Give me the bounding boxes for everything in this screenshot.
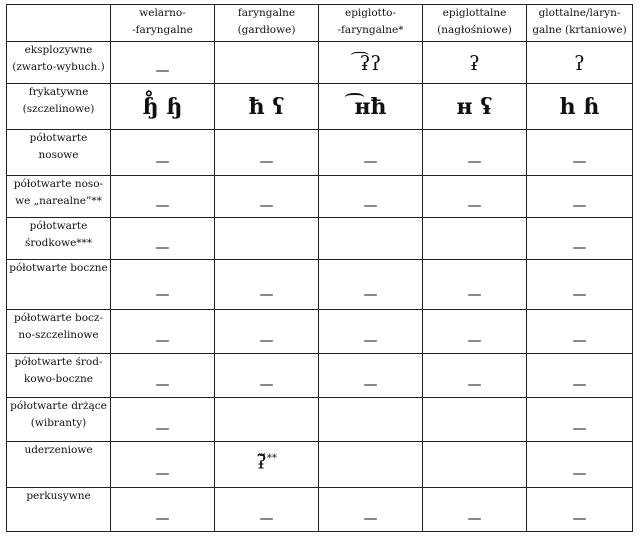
empty-dash: —: [572, 466, 587, 482]
empty-dash: —: [572, 511, 587, 527]
table-cell: [527, 176, 633, 218]
table-cell: [319, 84, 423, 130]
empty-dash: —: [363, 377, 378, 393]
empty-dash: —: [467, 198, 482, 214]
table-cell: [111, 42, 215, 84]
table-cell: [527, 310, 633, 354]
empty-dash: —: [259, 511, 274, 527]
table-cell: [215, 176, 319, 218]
table-cell: [319, 42, 423, 84]
empty-dash: —: [363, 333, 378, 349]
table-cell: [423, 398, 527, 442]
empty-dash: —: [572, 154, 587, 170]
empty-dash: —: [363, 154, 378, 170]
row-label: półotwarte noso- we „narealne”**: [7, 176, 111, 218]
empty-dash: —: [572, 377, 587, 393]
table-cell: [319, 260, 423, 310]
empty-dash: —: [363, 511, 378, 527]
ipa-symbol: ʡ: [469, 51, 480, 75]
table-cell: [423, 84, 527, 130]
table-cell: [215, 310, 319, 354]
table-cell: [319, 176, 423, 218]
row-label: półotwarte środ- kowo-boczne: [7, 354, 111, 398]
empty-dash: —: [259, 154, 274, 170]
table-cell: [215, 354, 319, 398]
table-cell: [215, 260, 319, 310]
table-row: [7, 42, 633, 84]
table-cell: [423, 176, 527, 218]
table-cell: [215, 84, 319, 130]
table-row: [7, 488, 633, 532]
table-cell: [527, 354, 633, 398]
row-label: uderzeniowe: [7, 442, 111, 488]
empty-dash: —: [259, 377, 274, 393]
table-row: [7, 260, 633, 310]
table-cell: [215, 398, 319, 442]
column-header: epiglotto- -faryngalne*: [319, 5, 423, 42]
empty-dash: —: [259, 287, 274, 303]
column-header: glottalne/laryn- galne (krtaniowe): [527, 5, 633, 42]
empty-dash: —: [155, 466, 170, 482]
table-cell: [215, 488, 319, 532]
table-row: [7, 310, 633, 354]
table-cell: [527, 488, 633, 532]
table-cell: [423, 260, 527, 310]
table-cell: [423, 130, 527, 176]
ipa-symbol: ħ ʕ: [248, 94, 285, 120]
empty-dash: —: [572, 421, 587, 437]
ipa-symbol: h ɦ: [559, 94, 600, 120]
table-cell: [111, 218, 215, 260]
table-row: [7, 398, 633, 442]
column-header: faryngalne (gardłowe): [215, 5, 319, 42]
table-row: [7, 84, 633, 130]
table-cell: [423, 42, 527, 84]
table-cell: [319, 398, 423, 442]
row-label: półotwarte środkowe***: [7, 218, 111, 260]
empty-dash: —: [155, 421, 170, 437]
empty-dash: —: [467, 511, 482, 527]
table-cell: [111, 398, 215, 442]
empty-dash: —: [155, 240, 170, 256]
table-cell: [527, 260, 633, 310]
table-cell: [111, 176, 215, 218]
empty-dash: —: [155, 333, 170, 349]
table-cell: [319, 354, 423, 398]
row-label: półotwarte boczne: [7, 260, 111, 310]
table-row: [7, 354, 633, 398]
table-cell: [111, 442, 215, 488]
ipa-symbol: ͡ʡʔ: [359, 51, 382, 75]
row-label: eksplozywne (zwarto-wybuch.): [7, 42, 111, 84]
phonetic-table: [6, 4, 633, 532]
ipa-symbol: ʡ̆**: [256, 449, 277, 474]
empty-dash: —: [363, 287, 378, 303]
empty-dash: —: [155, 511, 170, 527]
footnote-marker: **: [266, 453, 277, 464]
table-cell: [423, 354, 527, 398]
table-cell: [527, 442, 633, 488]
empty-dash: —: [155, 63, 170, 79]
table-cell: [111, 354, 215, 398]
empty-dash: —: [572, 240, 587, 256]
table-row: [7, 442, 633, 488]
row-label: półotwarte drżące (wibranty): [7, 398, 111, 442]
table-cell: [111, 310, 215, 354]
table-cell: [215, 218, 319, 260]
empty-dash: —: [259, 198, 274, 214]
empty-dash: —: [467, 333, 482, 349]
ipa-symbol: ʜ ʢ: [456, 94, 493, 120]
table-cell: [319, 442, 423, 488]
header-row: [7, 5, 633, 42]
table-cell: [423, 488, 527, 532]
empty-dash: —: [155, 377, 170, 393]
table-cell: [111, 260, 215, 310]
table-cell: [423, 310, 527, 354]
table-cell: [527, 130, 633, 176]
table-cell: [527, 84, 633, 130]
table-cell: [319, 488, 423, 532]
empty-dash: —: [155, 154, 170, 170]
table-cell: [215, 130, 319, 176]
empty-dash: —: [572, 198, 587, 214]
table-cell: [423, 442, 527, 488]
ipa-symbol: ͡ʜħ: [354, 94, 387, 120]
table-cell: [527, 42, 633, 84]
row-label: półotwarte bocz- no-szczelinowe: [7, 310, 111, 354]
table-cell: [527, 218, 633, 260]
table-row: [7, 218, 633, 260]
table-cell: [111, 488, 215, 532]
table-cell: [215, 442, 319, 488]
empty-dash: —: [467, 287, 482, 303]
empty-dash: —: [467, 377, 482, 393]
ipa-symbol: ɧ̊ ɧ: [142, 94, 183, 120]
table-cell: [527, 398, 633, 442]
table-row: [7, 130, 633, 176]
empty-dash: —: [467, 154, 482, 170]
column-header: epiglottalne (nagłośniowe): [423, 5, 527, 42]
table-cell: [111, 84, 215, 130]
column-header: welarno- -faryngalne: [111, 5, 215, 42]
row-label: frykatywne (szczelinowe): [7, 84, 111, 130]
row-label: półotwarte nosowe: [7, 130, 111, 176]
row-label: perkusywne: [7, 488, 111, 532]
empty-dash: —: [155, 287, 170, 303]
ipa-symbol: ʔ: [574, 51, 585, 75]
empty-dash: —: [363, 198, 378, 214]
empty-dash: —: [155, 198, 170, 214]
table-cell: [319, 218, 423, 260]
empty-dash: —: [572, 333, 587, 349]
table-cell: [215, 42, 319, 84]
empty-dash: —: [572, 287, 587, 303]
table-row: [7, 176, 633, 218]
table-cell: [319, 130, 423, 176]
table-cell: [423, 218, 527, 260]
empty-dash: —: [259, 333, 274, 349]
corner-cell: [7, 5, 111, 42]
table-cell: [111, 130, 215, 176]
table-cell: [319, 310, 423, 354]
